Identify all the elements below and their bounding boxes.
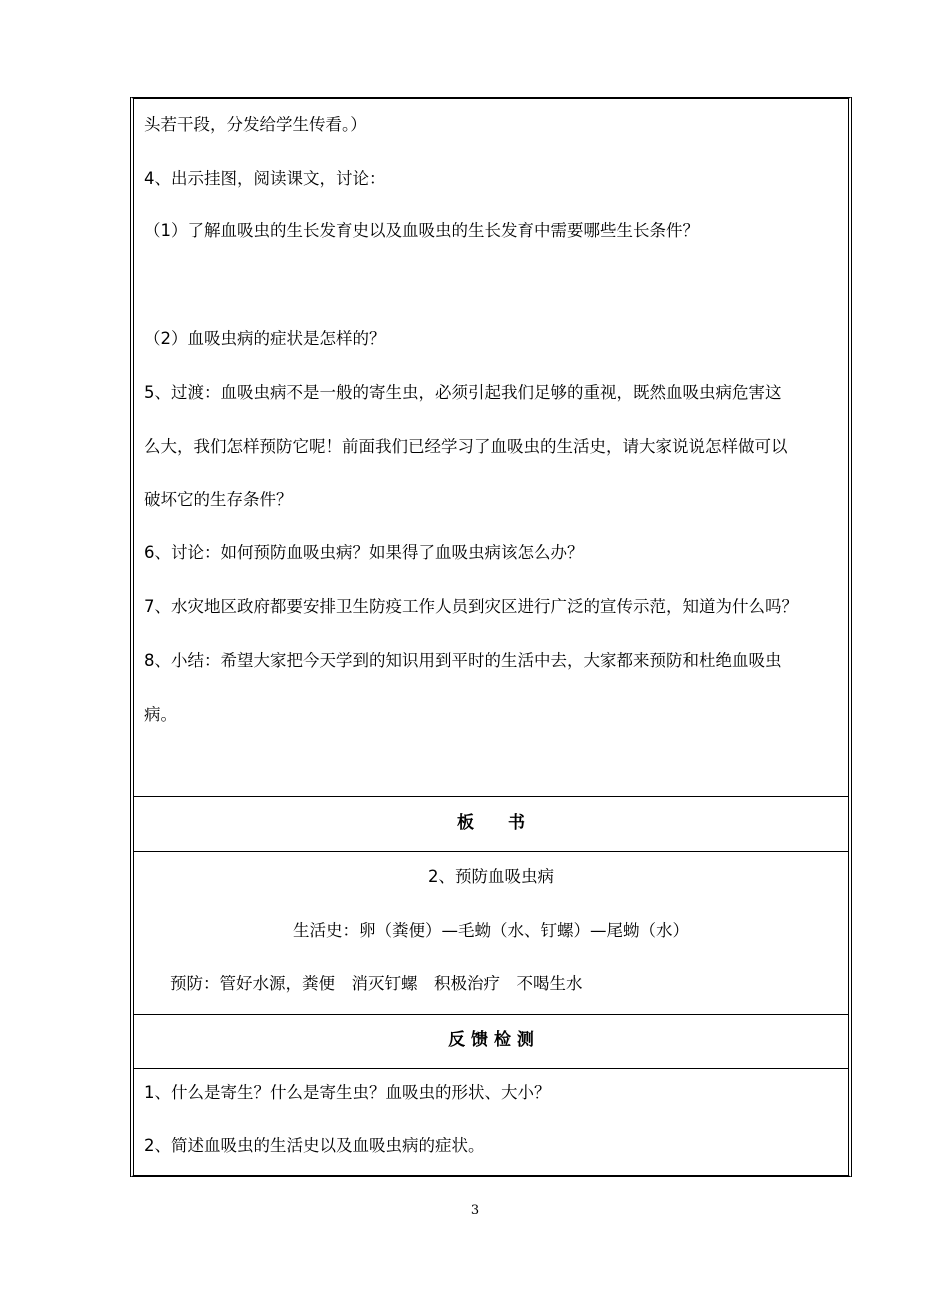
blackboard-heading: 板 书 <box>457 813 525 833</box>
feedback-line-2: 2、简述血吸虫的生活史以及血吸虫病的症状。 <box>144 1136 485 1155</box>
lesson-line-9: 7、水灾地区政府都要安排卫生防疫工作人员到灾区进行广泛的宣传示范，知道为什么吗？ <box>144 597 798 616</box>
lesson-line-3: （1）了解血吸虫的生长发育史以及血吸虫的生长发育中需要哪些生长条件？ <box>144 221 699 240</box>
section-divider <box>134 1068 848 1069</box>
lesson-line-6: 么大，我们怎样预防它呢！前面我们已经学习了血吸虫的生活史，请大家说说怎样做可以 <box>144 437 788 456</box>
lesson-line-2: 4、出示挂图，阅读课文，讨论： <box>144 169 386 188</box>
lesson-line-5: 5、过渡：血吸虫病不是一般的寄生虫，必须引起我们足够的重视，既然血吸虫病危害这 <box>144 383 782 402</box>
section-divider <box>134 851 848 852</box>
lesson-line-8: 6、讨论：如何预防血吸虫病？如果得了血吸虫病该怎么办？ <box>144 543 584 562</box>
blackboard-line-3: 预防：管好水源，粪便 消灭钉螺 积极治疗 不喝生水 <box>170 974 583 993</box>
section-divider <box>134 1014 848 1015</box>
page-number: 3 <box>470 1203 480 1218</box>
feedback-heading: 反 馈 检 测 <box>448 1030 534 1050</box>
lesson-line-11: 病。 <box>144 705 177 724</box>
feedback-line-1: 1、什么是寄生？什么是寄生虫？血吸虫的形状、大小？ <box>144 1083 551 1102</box>
blackboard-line-2: 生活史：卵（粪便）—毛蚴（水、钉螺）—尾蚴（水） <box>293 921 689 940</box>
section-divider <box>134 796 848 797</box>
lesson-table <box>130 97 852 1177</box>
lesson-line-1: 头若干段，分发给学生传看。） <box>144 115 367 134</box>
lesson-line-10: 8、小结：希望大家把今天学到的知识用到平时的生活中去，大家都来预防和杜绝血吸虫 <box>144 651 782 670</box>
lesson-line-7: 破坏它的生存条件？ <box>144 490 293 509</box>
blackboard-line-1: 2、预防血吸虫病 <box>428 867 554 886</box>
lesson-line-4: （2）血吸虫病的症状是怎样的？ <box>144 329 386 348</box>
